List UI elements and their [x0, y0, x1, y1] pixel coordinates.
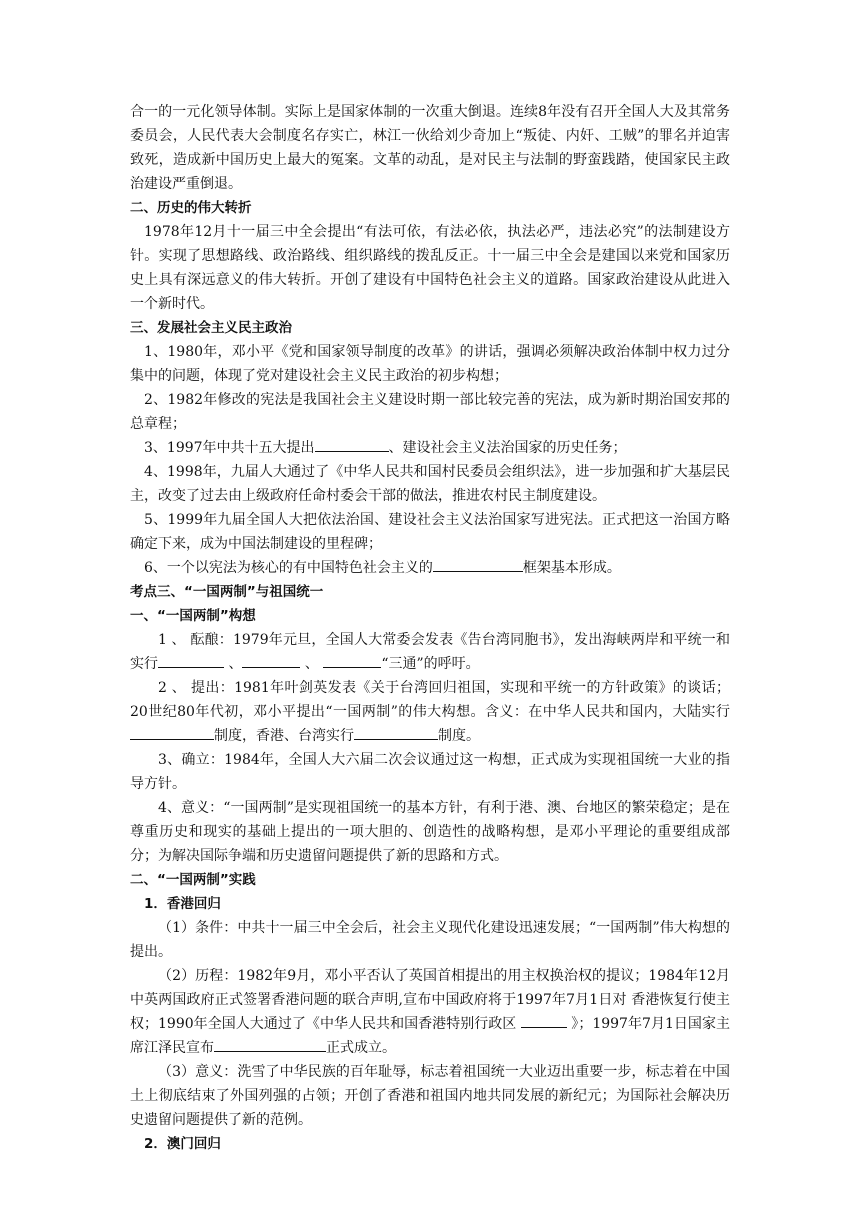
- heading-one-country-two-systems-practice: 二、“一国两制”实践: [130, 872, 256, 888]
- paragraph-third-plenum: 1978年12月十一届三中全会提出“有法可依，有法必依，执法必严，违法必究”的法制建设方针。实现了思想路线、政治路线、组织路线的拨乱反正。十一届三中全会是建国以来党和国家历史上具有深远意义的伟大转折。开创了建设有中国特色社会主义的道路。国家政治建设从此进入一个新时代。: [130, 224, 730, 312]
- text-part: 制度，香港、台湾实行: [214, 728, 354, 744]
- fill-blank[interactable]: [433, 556, 523, 572]
- fill-blank[interactable]: [521, 1012, 567, 1028]
- text-part: “三通”的呼吁。: [381, 656, 480, 672]
- text-part: 3、1997年中共十五大提出: [144, 440, 315, 456]
- fill-blank[interactable]: [323, 652, 381, 668]
- text-part: 框架基本形成。: [522, 560, 621, 576]
- paragraph-cultural-revolution: 合一的一元化领导体制。实际上是国家体制的一次重大倒退。连续8年没有召开全国人大及其常务委员会，人民代表大会制度名存实亡，林江一伙给刘少奇加上“叛徒、内奸、工贼”的罪名并迫害致死，造成新中国历史上最大的冤案。文革的动乱，是对民主与法制的野蛮践踏，使国家民主政治建设严重倒退。: [130, 104, 730, 192]
- heading-historic-turn: 二、历史的伟大转折: [130, 200, 252, 216]
- item-1999-rule-of-law: 5、1999年九届全国人大把依法治国、建设社会主义法治国家写进宪法。正式把这一治国方略确定下来，成为中国法制建设的里程碑；: [130, 512, 730, 552]
- heading-exam-point-3: 考点三、“一国两制”与祖国统一: [130, 584, 324, 600]
- item-gestation: [130, 628, 730, 676]
- heading-socialist-democracy: 三、发展社会主义民主政治: [130, 320, 292, 336]
- text-part: 、: [300, 656, 324, 672]
- fill-blank[interactable]: [315, 436, 389, 452]
- text-part: 2 、 提出：1981年叶剑英发表《关于台湾回归祖国，实现和平统一的方针政策》的谈话；20世纪80年代初，邓小平提出“一国两制”的伟大构想。含义：在中华人民共和国内，大陆实行: [130, 680, 730, 720]
- text-part: 制度。: [438, 728, 480, 744]
- text-part: 6、一个以宪法为核心的有中国特色社会主义的: [144, 560, 433, 576]
- item-1980-speech: 1、1980年，邓小平《党和国家领导制度的改革》的讲话，强调必须解决政治体制中权力过分集中的问题，体现了党对建设社会主义民主政治的初步构想；: [130, 344, 730, 384]
- fill-blank[interactable]: [130, 724, 214, 740]
- item-hk-significance: （3）意义：洗雪了中华民族的百年耻辱，标志着祖国统一大业迈出重要一步，标志着在中国土上彻底结束了外国列强的占领；开创了香港和祖国内地共同发展的新纪元；为国际社会解决历史遗留问题提供了新的范例。: [130, 1064, 730, 1128]
- fill-blank[interactable]: [214, 1036, 326, 1052]
- text-part: （2）历程：1982年9月，邓小平否认了英国首相提出的用主权换治权的提议；1984年12月中英两国政府正式签署香港问题的联合声明,宣布中国政府将于1997年7月1日对 香港恢复行使主权；1990年全国人大通过了《中华人民共和国香港特别行政区: [130, 968, 730, 1032]
- fill-blank[interactable]: [158, 652, 224, 668]
- document-page: [130, 100, 730, 1156]
- item-1997-congress: [130, 436, 730, 460]
- item-1998-village-law: 4、1998年，九届人大通过了《中华人民共和国村民委员会组织法》，进一步加强和扩大基层民主，改变了过去由上级政府任命村委会干部的做法，推进农村民主制度建设。: [130, 464, 730, 504]
- item-establishment: 3、确立：1984年，全国人大六届二次会议通过这一构想，正式成为实现祖国统一大业的指导方针。: [130, 752, 730, 792]
- item-legal-framework: [130, 556, 730, 580]
- text-part: 、: [224, 656, 243, 672]
- text-part: 》；1997年7月1日国家主席江泽民宣布: [130, 1016, 730, 1056]
- text-part: 1 、 酝酿：1979年元旦，全国人大常委会发表《告台湾同胞书》，发出海峡两岸和平统一和实行: [130, 632, 730, 672]
- item-hk-conditions: （1）条件：中共十一届三中全会后，社会主义现代化建设迅速发展；“一国两制”伟大构想的提出。: [130, 920, 730, 960]
- text-part: 、建设社会主义法治国家的历史任务；: [388, 440, 627, 456]
- heading-macau-return: 2．澳门回归: [144, 1136, 221, 1152]
- text-part: 正式成立。: [326, 1040, 396, 1056]
- item-significance: 4、意义：“一国两制”是实现祖国统一的基本方针，有利于港、澳、台地区的繁荣稳定；是在尊重历史和现实的基础上提出的一项大胆的、创造性的战略构想，是邓小平理论的重要组成部分；为解决国际争端和历史遗留问题提供了新的思路和方式。: [130, 800, 730, 864]
- fill-blank[interactable]: [354, 724, 438, 740]
- item-proposal: [130, 676, 730, 748]
- heading-hong-kong-return: 1．香港回归: [144, 896, 221, 912]
- item-1982-constitution: 2、1982年修改的宪法是我国社会主义建设时期一部比较完善的宪法，成为新时期治国安邦的总章程；: [130, 392, 730, 432]
- item-hk-process: [130, 964, 730, 1060]
- heading-one-country-two-systems-concept: 一、“一国两制”构想: [130, 608, 256, 624]
- fill-blank[interactable]: [242, 652, 300, 668]
